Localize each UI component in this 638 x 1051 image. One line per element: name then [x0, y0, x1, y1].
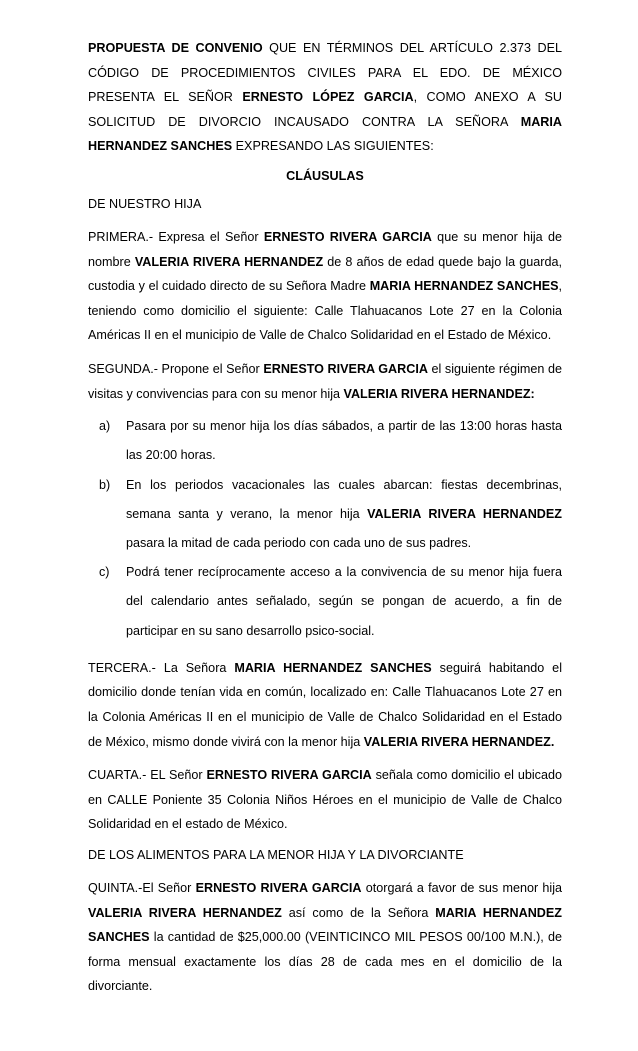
list-item-text: Podrá tener recíprocamente acceso a la convivencia de su menor hija fuera del calendario antes señalado, según se pongan de acuerdo, a fin de participar en su sano desarrollo psico-social.: [126, 565, 562, 638]
clause-text: SEGUNDA.- Propone el Señor: [88, 361, 264, 376]
petitioner-name: ERNESTO LÓPEZ GARCIA: [242, 90, 414, 105]
bold-name: ERNESTO RIVERA GARCIA: [195, 880, 362, 895]
section-heading-alimentos: DE LOS ALIMENTOS PARA LA MENOR HIJA Y LA DIVORCIANTE: [88, 847, 464, 862]
intro-title: PROPUESTA DE CONVENIO: [88, 41, 263, 55]
list-item-text: pasara la mitad de cada periodo con cada uno de sus padres.: [126, 535, 472, 550]
bold-name: MARIA HERNANDEZ SANCHES: [234, 660, 432, 675]
bold-name: MARIA HERNANDEZ SANCHES: [88, 905, 562, 945]
clause-text: de 8 años de edad quede bajo la guarda, custodia y el cuidado directo de su Señora Madre: [88, 254, 562, 294]
clause-text: QUINTA.-El Señor: [88, 880, 196, 895]
bold-name: VALERIA RIVERA HERNANDEZ:: [343, 386, 535, 401]
bold-name: ERNESTO RIVERA GARCIA: [263, 229, 432, 244]
respondent-name: MARIA HERNANDEZ SANCHES: [88, 114, 562, 154]
clauses-heading: CLÁUSULAS: [286, 168, 364, 183]
visitation-list: [88, 412, 562, 646]
list-item-text: Pasara por su menor hija los días sábados, a partir de las 13:00 horas hasta las 20:00 horas.: [126, 419, 562, 463]
list-marker: c): [99, 565, 110, 580]
bold-name: VALERIA RIVERA HERNANDEZ: [367, 506, 562, 521]
clause-text: la cantidad de $25,000.00 (VEINTICINCO MIL PESOS 00/100 M.N.), de forma mensual exactamente los días 28 de cada mes en el domicilio de la divorciante.: [88, 930, 562, 994]
bold-name: VALERIA RIVERA HERNANDEZ.: [363, 734, 555, 749]
clause-text: TERCERA.- La Señora: [88, 660, 235, 675]
intro-text: EXPRESANDO LAS SIGUIENTES:: [232, 139, 434, 154]
intro-text: QUE EN TÉRMINOS DEL ARTÍCULO 2.373 DEL CÓDIGO DE PROCEDIMIENTOS CIVILES PARA EL EDO. DE MÉXICO PRESENTA EL SEÑOR: [88, 41, 562, 105]
intro-paragraph: [88, 36, 562, 159]
bold-name: ERNESTO RIVERA GARCIA: [263, 361, 428, 376]
list-marker: a): [99, 419, 111, 434]
clause-text: así como de la Señora: [281, 905, 436, 920]
clause-text: PRIMERA.- Expresa el Señor: [88, 229, 264, 244]
clause-primera: [88, 225, 562, 348]
bold-name: VALERIA RIVERA HERNANDEZ: [88, 905, 282, 920]
clause-text: otorgará a favor de sus menor hija: [361, 880, 562, 895]
clause-segunda: [88, 357, 562, 406]
clause-cuarta: [88, 763, 562, 837]
clause-quinta: [88, 876, 562, 999]
bold-name: VALERIA RIVERA HERNANDEZ: [134, 254, 324, 269]
clause-text: , teniendo como domicilio el siguiente: Calle Tlahuacanos Lote 27 en la Colonia Américas II en el municipio de Valle de Chalco Solidaridad en el Estado de México.: [88, 279, 562, 343]
list-item-text: En los periodos vacacionales las cuales abarcan: fiestas decembrinas, semana santa y verano, la menor hija: [126, 477, 562, 521]
clause-text: el siguiente régimen de visitas y convivencias para con su menor hija: [88, 361, 562, 401]
clause-text: CUARTA.- EL Señor: [88, 768, 207, 783]
clause-text: seguirá habitando el domicilio donde tenían vida en común, localizado en: Calle Tlahuacanos Lote 27 en la Colonia Américas II en el municipio de Valle de Chalco Solidaridad en el Estado de México, mismo donde vivirá con la menor hija: [88, 660, 562, 749]
list-marker: b): [99, 477, 111, 492]
list-item: [88, 558, 562, 646]
clause-tercera: [88, 656, 562, 754]
clause-text: señala como domicilio el ubicado en CALLE Poniente 35 Colonia Niños Héroes en el municipio de Valle de Chalco Solidaridad en el estado de México.: [88, 768, 562, 832]
bold-name: ERNESTO RIVERA GARCIA: [206, 768, 372, 783]
section-heading-child: DE NUESTRO HIJA: [88, 196, 202, 211]
document-page: [88, 36, 562, 1008]
bold-name: MARIA HERNANDEZ SANCHES: [369, 279, 559, 294]
clause-text: que su menor hija de nombre: [88, 229, 562, 269]
list-item: [88, 412, 562, 470]
list-item: [88, 471, 562, 559]
intro-text: , COMO ANEXO A SU SOLICITUD DE DIVORCIO INCAUSADO CONTRA LA SEÑORA: [88, 90, 562, 129]
